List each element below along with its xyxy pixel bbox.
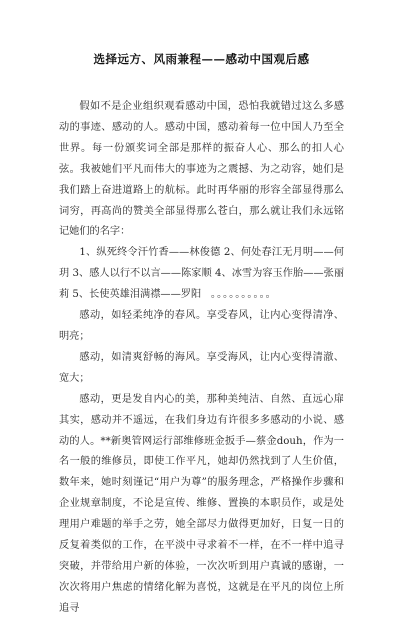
document-title: 选择远方、风雨兼程——感动中国观后感 bbox=[93, 52, 310, 66]
intro-paragraph: 假如不是企业组织观看感动中国，恐怕我就错过这么多感动的事迹、感动的人。感动中国，感动着每一位中国人乃至全世界。每一份颁奖词全部是那样的振奋人心、那么的扣人心弦。我被她们平凡而伟大的事迹为之震撼、为之动容，她们是我们踏上奋进道路上的航标。此时再华丽的形容全部显得那么词穷，再高尚的赞美全部显得那么苍白，那么就让我们永远铭记她们的名字： bbox=[59, 101, 344, 238]
ellipsis-dots: 。。。。。。。。。。 bbox=[210, 289, 277, 301]
sea-wind-paragraph: 感动，如清爽舒畅的海风。享受海风，让内心变得清澈、宽大； bbox=[59, 351, 344, 384]
story-paragraph: 感动，更是发自内心的美，那种美纯洁、自然、直远心扉其实，感动并不遥远，在我们身边有许很多多感动的小说、感动的人。**新奥管网运行部维修班金扳手—蔡金douh，作为一名一般的维修员，即使工作平凡，她却仍然找到了人生价值，数年来，她时刻谨记“用户为尊”的服务理念，严格操作步骤和企业规章制度，不论是宣传、维修、置换的本职员作，或是处理用户难题的举手之劳，她全部尽力做得更加好，日复一日的反复着类似的工作，在平淡中寻求着不一样，在不一样中追寻突破，并带给用户新的体验，一次次听到用户真诚的感谢，一次次将用户焦虑的情绪化解为喜悦，这就是在平凡的岗位上所追寻 bbox=[59, 393, 344, 614]
spring-wind-paragraph: 感动，如轻柔纯净的春风。享受春风，让内心变得清净、明亮； bbox=[59, 310, 344, 342]
names-list: 1、纵死终令汗竹香——林俊德 2、何处春江无月明——何玥 3、感人以行不以言——陈家顺 4、冰雪为容玉作胎——张丽莉 5、长使英雄泪满襟——罗阳 bbox=[59, 247, 344, 301]
names-paragraph bbox=[59, 243, 344, 306]
